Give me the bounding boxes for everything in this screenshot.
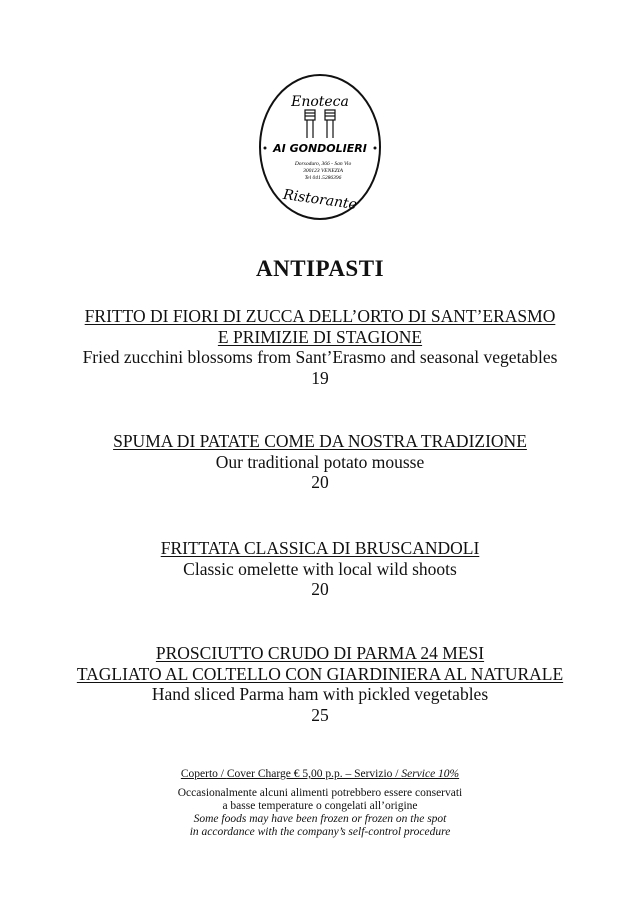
menu-item — [0, 306, 640, 388]
cover-label-it: Coperto / — [180, 768, 227, 780]
item-name-it: E PRIMIZIE DI STAGIONE — [217, 326, 423, 347]
menu-item — [0, 538, 640, 600]
item-name-it: SPUMA DI PATATE COME DA NOSTRA TRADIZIONE — [113, 431, 527, 451]
item-price: 19 — [311, 367, 329, 388]
item-price: 25 — [311, 704, 329, 725]
cover-label: Cover Charge € 5,00 p.p. – Servizio / — [226, 768, 402, 780]
item-price: 20 — [311, 579, 329, 599]
frozen-note-it: Occasionalmente alcuni alimenti potrebbero essere conservati — [177, 787, 463, 799]
frozen-note-en: in accordance with the company’s self-control procedure — [189, 826, 451, 838]
cover-charge — [0, 768, 640, 781]
logo-city: 300123 VENEZIA — [303, 168, 343, 174]
menu-item — [0, 643, 640, 725]
item-name-en: Hand sliced Parma ham with pickled vegetables — [151, 684, 489, 704]
item-name-en: Fried zucchini blossoms from Sant’Erasmo and seasonal vegetables — [82, 347, 558, 367]
logo-phone: Tel 041.5286396 — [304, 175, 342, 181]
frozen-note-en: Some foods may have been frozen or frozen on the spot — [193, 813, 447, 825]
service-label-en: Service 10% — [401, 768, 460, 780]
menu-item — [0, 431, 640, 493]
logo-address: Dorsoduro, 366 - San Vio — [294, 161, 352, 167]
item-price: 20 — [311, 472, 329, 492]
item-name-en: Classic omelette with local wild shoots — [183, 558, 457, 579]
restaurant-logo — [255, 72, 385, 222]
item-name-it: FRITTO DI FIORI DI ZUCCA DELL’ORTO DI SANT’ERASMO — [84, 306, 556, 326]
section-title: ANTIPASTI — [255, 256, 385, 281]
logo-ristorante-text: Ristorante — [282, 186, 358, 214]
item-name-it: FRITTATA CLASSICA DI BRUSCANDOLI — [160, 538, 480, 558]
frozen-note-it: a basse temperature o congelati all’origine — [222, 800, 418, 812]
item-name-it: TAGLIATO AL COLTELLO CON GIARDINIERA AL NATURALE — [76, 663, 564, 684]
item-name-it: PROSCIUTTO CRUDO DI PARMA 24 MESI — [155, 643, 485, 663]
item-name-en: Our traditional potato mousse — [215, 451, 425, 472]
logo-name: AI GONDOLIERI — [273, 142, 367, 155]
logo-enoteca-text: Enoteca — [291, 94, 349, 110]
footer-notes — [0, 768, 640, 839]
